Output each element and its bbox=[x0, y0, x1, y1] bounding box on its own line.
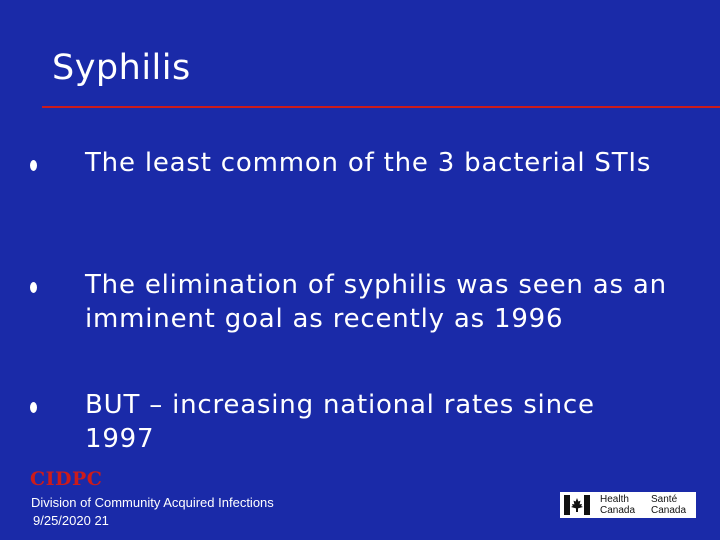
bullet-item bbox=[30, 146, 670, 180]
bullet-text: The elimination of syphilis was seen as an imminent goal as recently as 1996 bbox=[85, 270, 667, 334]
title-divider bbox=[42, 106, 720, 108]
logo-english-text bbox=[594, 492, 645, 518]
org-abbreviation: CIDPC bbox=[30, 468, 103, 490]
logo-fr-line2: Canada bbox=[651, 505, 687, 516]
canada-flag-icon bbox=[560, 492, 594, 518]
bullet-text: BUT – increasing national rates since 1997 bbox=[85, 390, 595, 454]
bullet-icon bbox=[30, 402, 37, 413]
logo-fr-line1: Santé bbox=[651, 494, 678, 505]
logo-en-line1: Health bbox=[600, 494, 629, 505]
health-canada-logo bbox=[560, 492, 696, 518]
slide-title: Syphilis bbox=[52, 48, 191, 88]
bullet-icon bbox=[30, 282, 37, 293]
bullet-item bbox=[30, 388, 670, 456]
bullet-item bbox=[30, 268, 670, 336]
slide-date: 9/25/2020 21 bbox=[33, 513, 109, 528]
bullet-icon bbox=[30, 160, 37, 171]
logo-french-text bbox=[645, 492, 696, 518]
logo-en-line2: Canada bbox=[600, 505, 636, 516]
org-name: Division of Community Acquired Infections bbox=[31, 495, 274, 510]
bullet-text: The least common of the 3 bacterial STIs bbox=[85, 148, 652, 178]
